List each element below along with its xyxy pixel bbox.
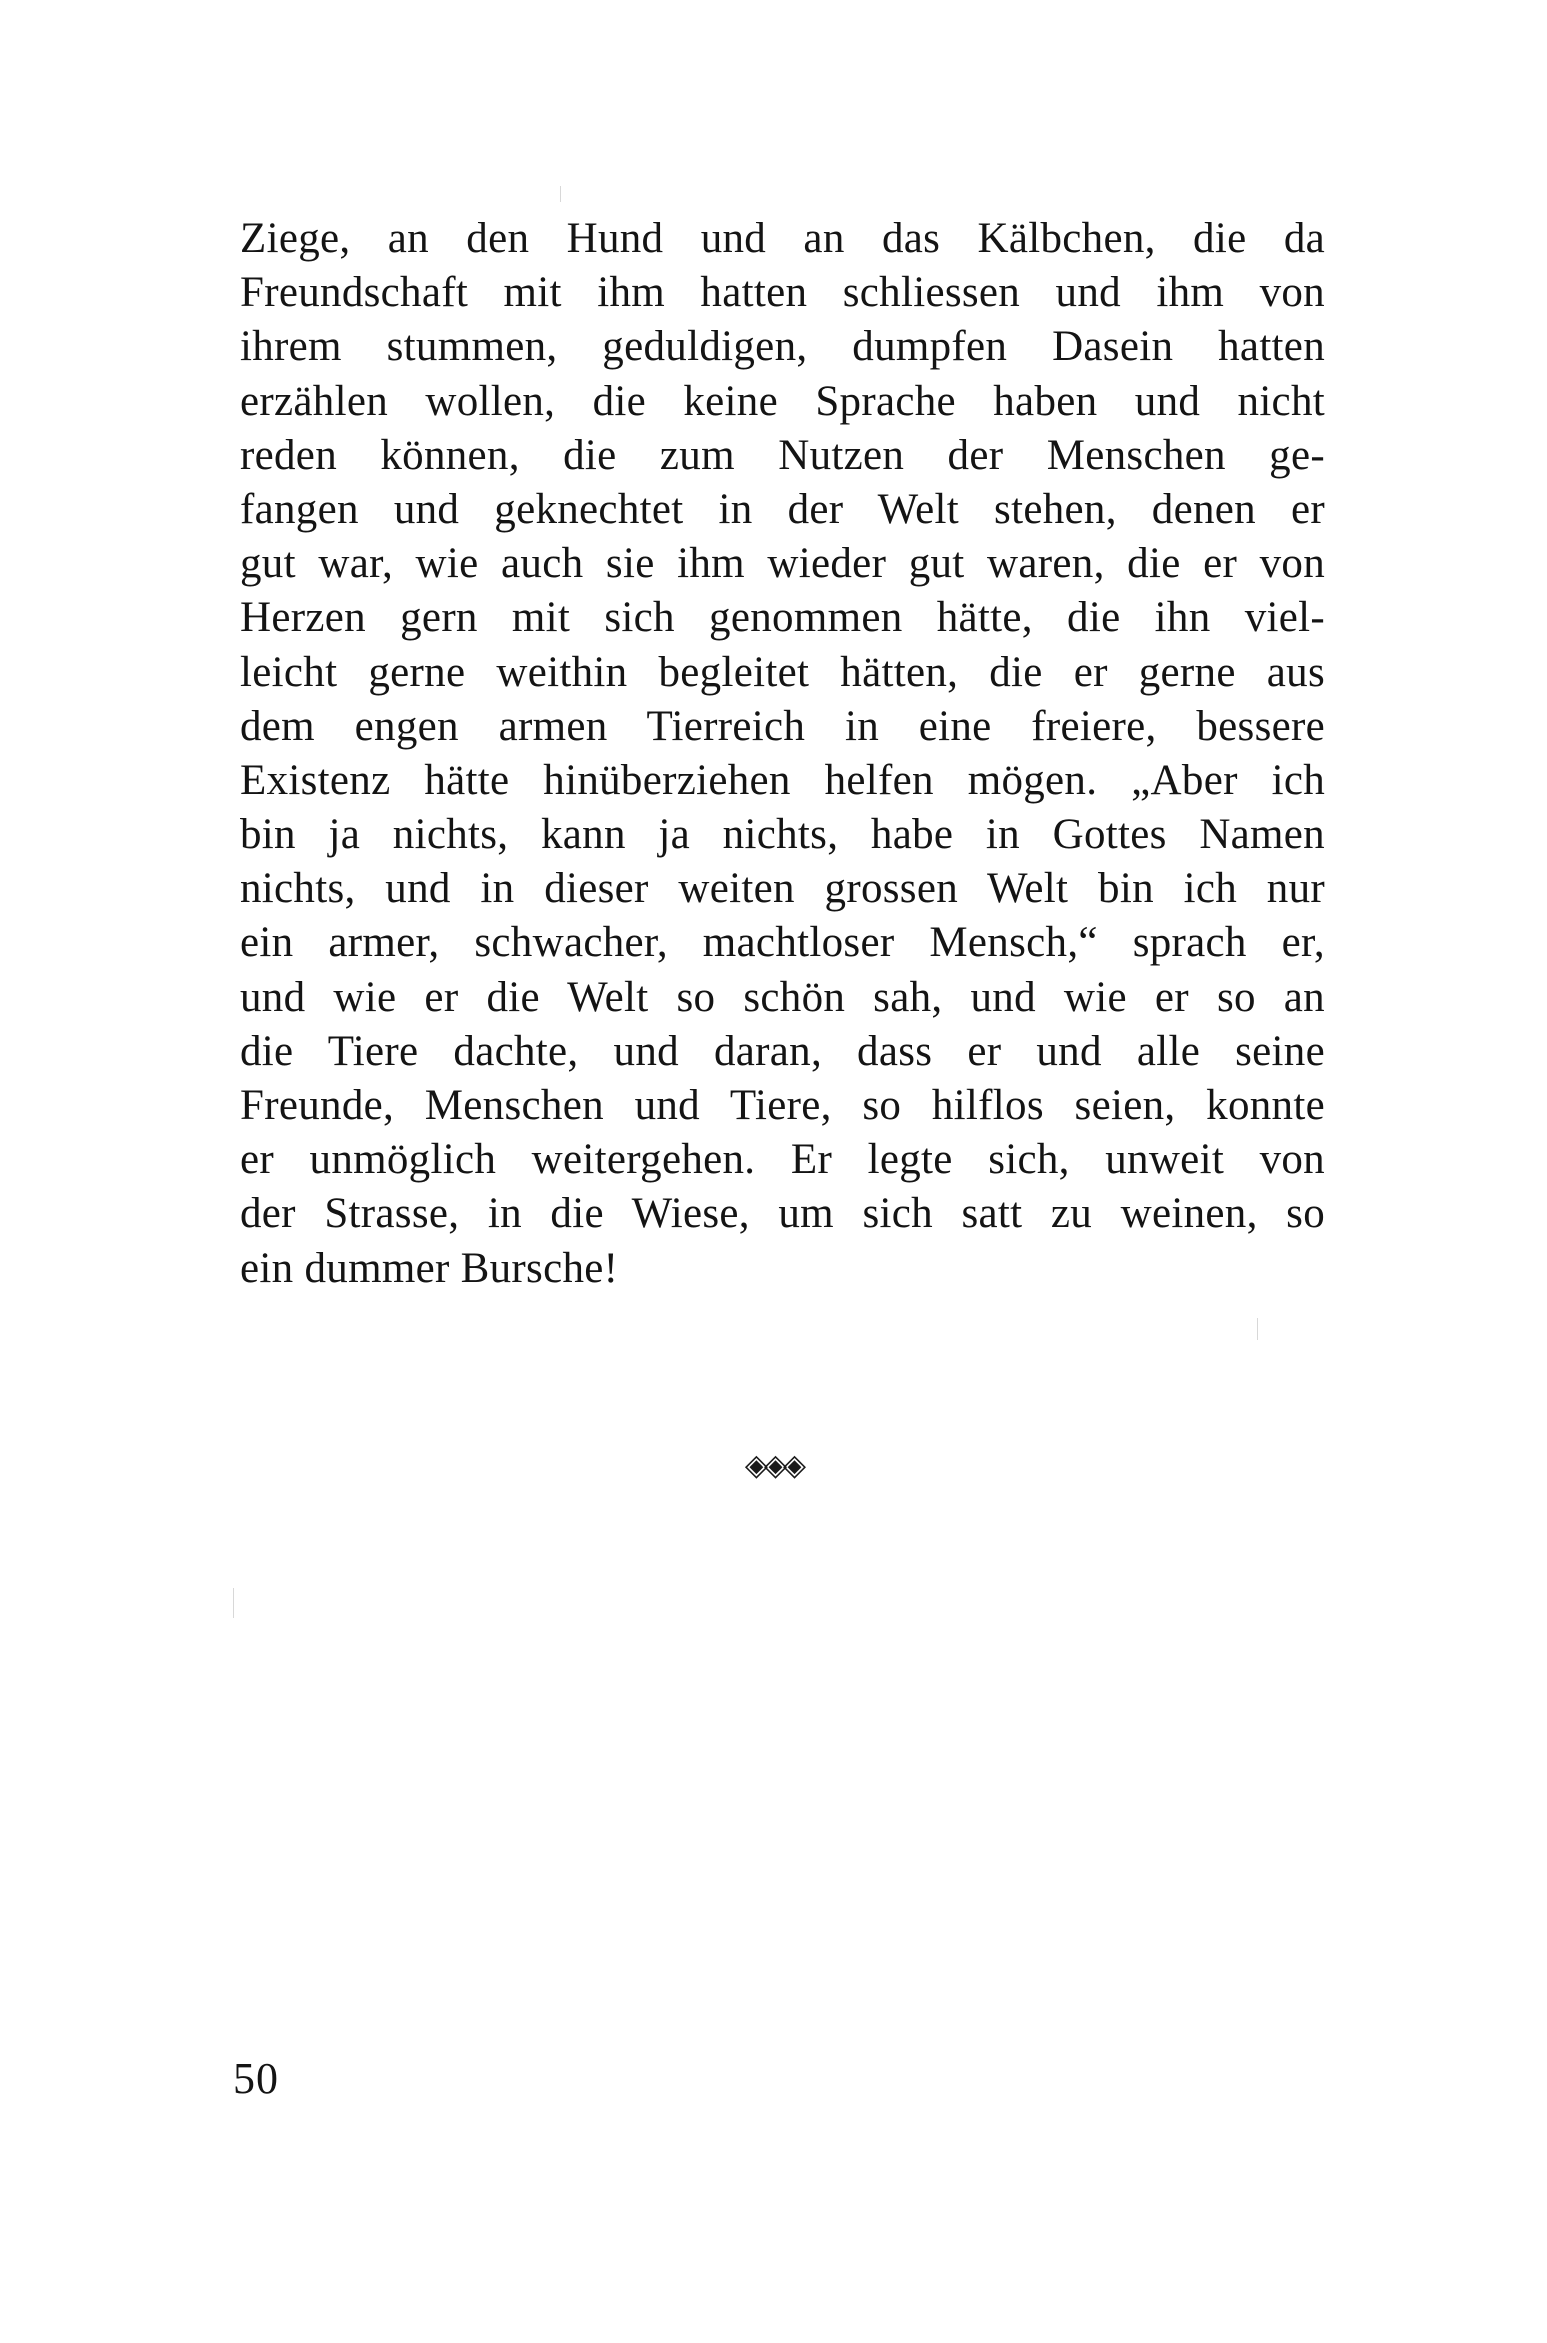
text-line: dem engen armen Tierreich in eine freiere, bessere — [240, 702, 1325, 750]
text-line: gut war, wie auch sie ihm wieder gut waren, die er von — [240, 540, 1325, 588]
text-line: der Strasse, in die Wiese, um sich satt zu weinen, so — [240, 1190, 1325, 1238]
text-line: Ziege, an den Hund und an das Kälbchen, die da — [240, 215, 1325, 262]
text-line: fangen und geknechtet in der Welt stehen, denen er — [240, 485, 1325, 533]
text-line: leicht gerne weithin begleitet hätten, die er gerne aus — [240, 648, 1325, 696]
text-line: Freunde, Menschen und Tiere, so hilflos seien, konnte — [240, 1082, 1325, 1129]
scan-speck — [233, 1588, 234, 1618]
scan-speck — [560, 186, 561, 202]
text-line: Herzen gern mit sich genommen hätte, die ihn viel- — [240, 594, 1325, 642]
text-line: ein dummer Bursche! — [240, 1244, 619, 1292]
text-line: Freundschaft mit ihm hatten schliessen und ihm von — [240, 269, 1325, 317]
section-ornament: ◈◈◈ — [744, 1448, 803, 1483]
text-line: ein armer, schwacher, machtloser Mensch,“ sprach er, — [240, 919, 1325, 967]
scan-speck — [1257, 1318, 1258, 1340]
text-line: Existenz hätte hinüberziehen helfen mögen. „Aber ich — [240, 756, 1325, 804]
text-line: nichts, und in dieser weiten grossen Welt bin ich nur — [240, 865, 1325, 913]
body-text — [240, 212, 1325, 1296]
text-line: ihrem stummen, geduldigen, dumpfen Dasein hatten — [240, 323, 1325, 371]
text-line: bin ja nichts, kann ja nichts, habe in Gottes Namen — [240, 811, 1325, 859]
text-line: die Tiere dachte, und daran, dass er und alle seine — [240, 1027, 1325, 1075]
text-line: und wie er die Welt so schön sah, und wie er so an — [240, 973, 1325, 1021]
text-line: reden können, die zum Nutzen der Menschen ge- — [240, 431, 1325, 479]
text-line: er unmöglich weitergehen. Er legte sich, unweit von — [240, 1136, 1325, 1184]
text-line: erzählen wollen, die keine Sprache haben und nicht — [240, 377, 1325, 425]
page-number: 50 — [233, 2054, 279, 2103]
